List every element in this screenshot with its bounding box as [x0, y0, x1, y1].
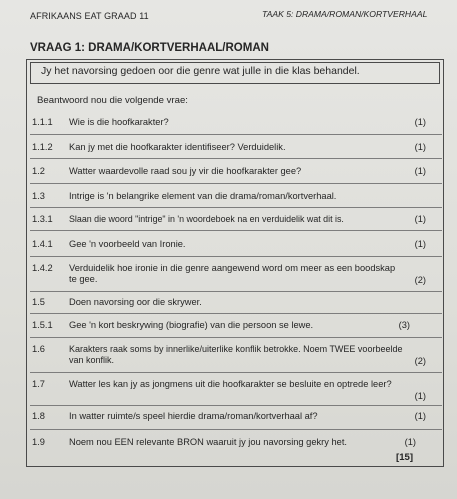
question-text: Doen navorsing oor die skrywer.	[69, 297, 202, 307]
question-text: Gee 'n voorbeeld van Ironie.	[69, 239, 186, 249]
question-mark: (1)	[414, 391, 426, 401]
question-row	[32, 379, 436, 407]
question-text: Noem nou EEN relevante BRON waaruit jy jou navorsing gekry het.	[69, 437, 348, 447]
row-divider	[30, 372, 442, 373]
row-divider	[30, 337, 442, 338]
question-row	[32, 344, 436, 372]
answer-prompt: Beantwoord nou die volgende vrae:	[37, 95, 188, 106]
question-text: Gee 'n kort beskrywing (biografie) van die persoon se lewe.	[69, 320, 314, 330]
question-number: 1.3	[32, 191, 45, 201]
question-number: 1.5.1	[32, 320, 53, 330]
question-number: 1.8	[32, 411, 45, 421]
question-mark: (3)	[398, 320, 410, 330]
question-number: 1.1.1	[32, 117, 53, 127]
question-text: Wie is die hoofkarakter?	[69, 117, 169, 127]
question-text: Watter les kan jy as jongmens uit die hoofkarakter se besluite en optrede leer?	[69, 379, 392, 389]
question-number: 1.2	[32, 166, 45, 176]
question-mark: (2)	[414, 275, 426, 285]
row-divider	[30, 313, 442, 314]
question-text: Karakters raak soms by innerlike/uiterlike konflik betrokke. Noem TWEE voorbeelde van konflik.	[69, 344, 403, 365]
question-number: 1.6	[32, 344, 45, 354]
question-mark: (1)	[414, 239, 426, 249]
question-mark: (2)	[414, 356, 426, 366]
question-text: Verduidelik hoe ironie in die genre aangewend word om meer as een boodskap te gee.	[69, 263, 396, 284]
question-number: 1.9	[32, 437, 45, 447]
question-mark: (1)	[404, 437, 416, 447]
question-number: 1.3.1	[32, 214, 53, 224]
row-divider	[30, 183, 442, 184]
row-divider	[30, 207, 442, 208]
intro-box: Jy het navorsing gedoen oor die genre wat julle in die klas behandel.	[30, 62, 440, 84]
question-text: Watter waardevolle raad sou jy vir die hoofkarakter gee?	[69, 166, 302, 176]
row-divider	[30, 230, 442, 231]
row-divider	[30, 429, 442, 430]
header-subject: AFRIKAANS EAT GRAAD 11	[30, 11, 149, 21]
question-mark: (1)	[414, 166, 426, 176]
question-number: 1.4.2	[32, 263, 53, 273]
row-divider	[30, 256, 442, 257]
question-row	[32, 263, 436, 291]
question-text: In watter ruimte/s speel hierdie drama/roman/kortverhaal af?	[69, 411, 318, 421]
row-divider	[30, 158, 442, 159]
row-divider	[30, 291, 442, 292]
question-mark: (1)	[414, 214, 426, 224]
question-text: Intrige is 'n belangrike element van die drama/roman/kortverhaal.	[69, 191, 337, 201]
question-number: 1.4.1	[32, 239, 53, 249]
question-mark: (1)	[414, 411, 426, 421]
section-title: VRAAG 1: DRAMA/KORTVERHAAL/ROMAN	[30, 42, 269, 54]
question-number: 1.5	[32, 297, 45, 307]
row-divider	[30, 405, 442, 406]
question-text: Kan jy met die hoofkarakter identifiseer? Verduidelik.	[69, 142, 286, 152]
header-task: TAAK 5: DRAMA/ROMAN/KORTVERHAAL	[262, 9, 428, 19]
question-mark: (1)	[414, 142, 426, 152]
question-mark: (1)	[414, 117, 426, 127]
row-divider	[30, 134, 442, 135]
question-number: 1.7	[32, 379, 45, 389]
total-mark: [15]	[396, 452, 414, 463]
question-number: 1.1.2	[32, 142, 53, 152]
question-text: Slaan die woord "intrige" in 'n woordeboek na en verduidelik wat dit is.	[69, 214, 344, 224]
